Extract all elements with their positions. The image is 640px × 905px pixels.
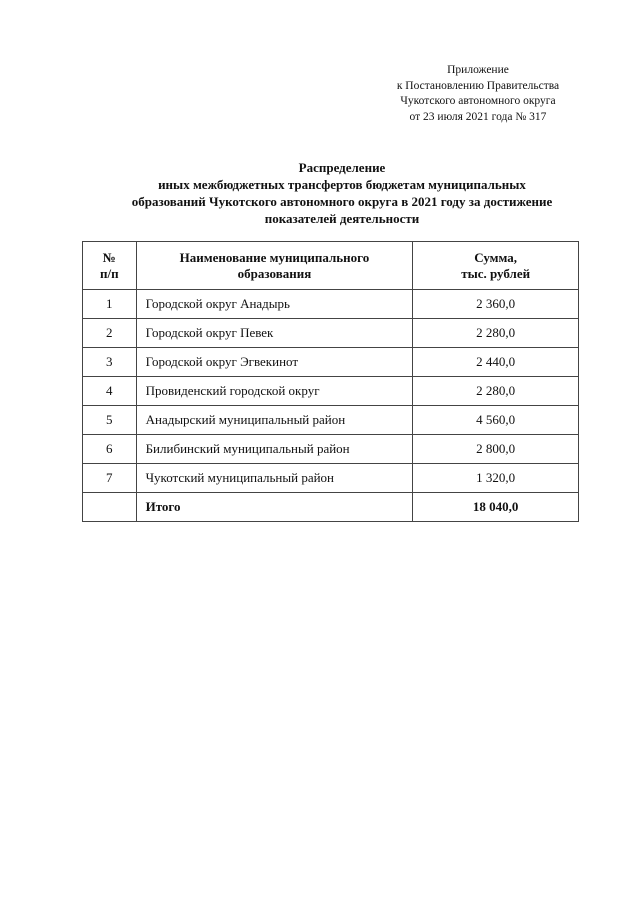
total-num [83, 493, 137, 522]
row-num: 1 [83, 290, 137, 319]
appendix-line: Чукотского автономного округа [400, 95, 556, 107]
row-sum: 2 440,0 [413, 348, 579, 377]
title-line: Распределение [298, 160, 386, 175]
distribution-table [82, 241, 579, 522]
row-sum: 1 320,0 [413, 464, 579, 493]
title-line: иных межбюджетных трансфертов бюджетам муниципальных [158, 177, 526, 192]
row-name: Городской округ Певек [136, 319, 413, 348]
total-sum: 18 040,0 [413, 493, 579, 522]
title-line: показателей деятельности [264, 211, 420, 226]
header-num: № п/п [83, 242, 137, 290]
row-sum: 2 280,0 [413, 377, 579, 406]
table-row [83, 435, 579, 464]
row-num: 2 [83, 319, 137, 348]
appendix-line: от 23 июля 2021 года № 317 [409, 110, 547, 123]
table-row [83, 348, 579, 377]
table-row [83, 406, 579, 435]
row-name: Провиденский городской округ [136, 377, 413, 406]
row-name: Анадырский муниципальный район [136, 406, 413, 435]
appendix-line: Приложение [447, 64, 509, 76]
title-line: образований Чукотского автономного округа в 2021 году за достижение [131, 194, 553, 209]
row-num: 7 [83, 464, 137, 493]
row-num: 6 [83, 435, 137, 464]
table-row [83, 377, 579, 406]
table-row [83, 319, 579, 348]
table-row [83, 464, 579, 493]
row-num: 5 [83, 406, 137, 435]
row-sum: 2 360,0 [413, 290, 579, 319]
total-label: Итого [136, 493, 413, 522]
appendix-block [378, 63, 578, 125]
row-name: Городской округ Эгвекинот [136, 348, 413, 377]
row-sum: 2 280,0 [413, 319, 579, 348]
row-sum: 2 800,0 [413, 435, 579, 464]
row-num: 3 [83, 348, 137, 377]
table-row [83, 290, 579, 319]
row-name: Городской округ Анадырь [136, 290, 413, 319]
document-title [82, 159, 602, 227]
header-name: Наименование муниципального образования [136, 242, 413, 290]
table-header-row [83, 242, 579, 290]
header-sum: Сумма, тыс. рублей [413, 242, 579, 290]
row-sum: 4 560,0 [413, 406, 579, 435]
row-name: Чукотский муниципальный район [136, 464, 413, 493]
table-total-row [83, 493, 579, 522]
row-name: Билибинский муниципальный район [136, 435, 413, 464]
appendix-line: к Постановлению Правительства [396, 79, 560, 92]
row-num: 4 [83, 377, 137, 406]
